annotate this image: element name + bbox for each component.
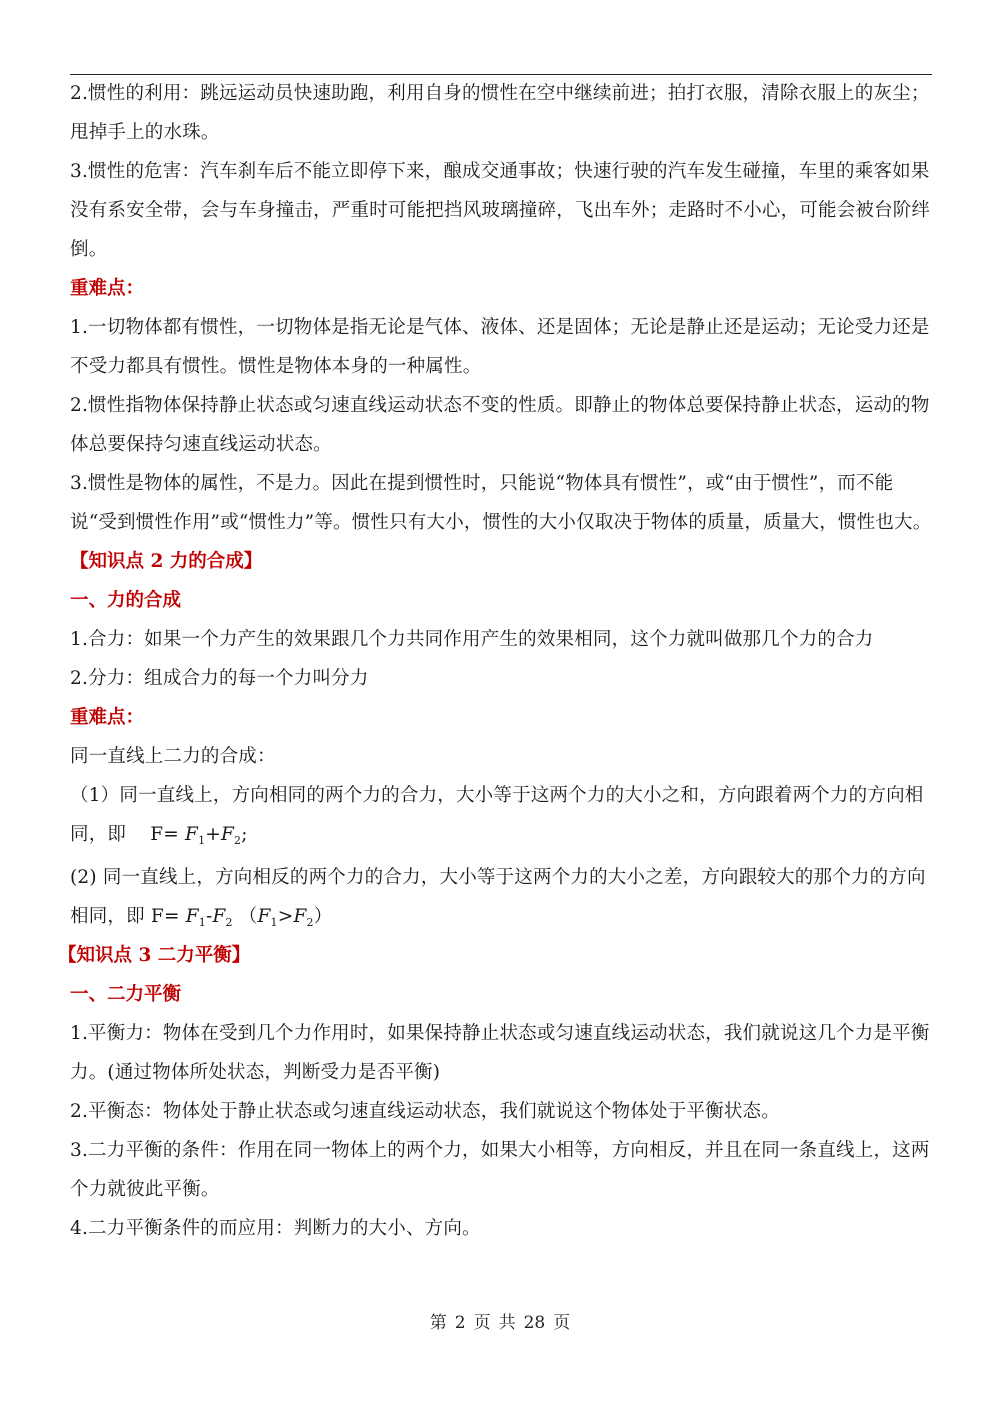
formula-sub1: 1 — [198, 834, 206, 847]
formula-sub1-2: 1 — [198, 916, 206, 929]
key-point-2: 2.惯性指物体保持静止状态或匀速直线运动状态不变的性质。即静止的物体总要保持静止状态，运动的物体总要保持匀速直线运动状态。 — [70, 395, 930, 455]
formula-minus: - — [206, 906, 213, 927]
page-footer — [0, 1308, 1000, 1333]
equilibrium-state-definition: 2.平衡态：物体处于静止状态或匀速直线运动状态，我们就说这个物体处于平衡状态。 — [70, 1101, 780, 1122]
balance-condition: 3.二力平衡的条件：作用在同一物体上的两个力，如果大小相等，方向相反，并且在同一条直线上，这两个力就彼此平衡。 — [70, 1140, 930, 1200]
knowledge-point-3-title: 【知识点 3 二力平衡】 — [58, 945, 251, 966]
formula-sub1-3: 1 — [270, 916, 278, 929]
formula-f2-2: F — [212, 906, 226, 927]
formula-close-paren: ） — [313, 906, 333, 927]
section-force-composition: 一、力的合成 — [70, 590, 182, 611]
footer-ye: 页 — [473, 1313, 491, 1333]
formula-f2: F — [221, 824, 235, 845]
formula-sub2: 2 — [234, 834, 242, 847]
formula-f-eq-2: F= — [150, 906, 180, 927]
formula-f-eq: F= — [150, 824, 179, 845]
formula-semicolon: ; — [241, 824, 248, 845]
formula-f2-3: F — [293, 906, 307, 927]
formula-f1-2: F — [185, 906, 199, 927]
balanced-forces-definition: 1.平衡力：物体在受到几个力作用时，如果保持静止状态或匀速直线运动状态，我们就说这几个力是平衡力。(通过物体所处状态，判断受力是否平衡) — [70, 1023, 930, 1083]
knowledge-point-2-title: 【知识点 2 力的合成】 — [70, 551, 263, 572]
opposite-direction-rule — [70, 858, 932, 936]
footer-total-pages: 28 — [523, 1313, 546, 1333]
component-force-definition: 2.分力：组成合力的每一个力叫分力 — [70, 668, 369, 689]
key-point-1: 1.一切物体都有惯性，一切物体是指无论是气体、液体、还是固体；无论是静止还是运动；无论受力还是不受力都具有惯性。惯性是物体本身的一种属性。 — [70, 317, 930, 377]
formula-open-paren: （ — [238, 906, 258, 927]
footer-di: 第 — [429, 1313, 447, 1333]
formula-plus: + — [205, 824, 221, 845]
formula-f1: F — [185, 824, 199, 845]
footer-page-number: 2 — [454, 1313, 466, 1333]
formula-f1-3: F — [257, 906, 271, 927]
balance-application: 4.二力平衡条件的而应用：判断力的大小、方向。 — [70, 1218, 481, 1239]
same-direction-formula — [150, 824, 247, 845]
same-line-composition: 同一直线上二力的合成： — [70, 746, 276, 767]
key-points-label: 重难点： — [70, 278, 145, 299]
same-direction-text: （1）同一直线上，方向相同的两个力的合力，大小等于这两个力的大小之和，方向跟着两个力的方向相同，即 — [70, 785, 924, 845]
footer-ye2: 页 — [553, 1313, 571, 1333]
same-direction-rule — [70, 776, 932, 854]
formula-gt: > — [277, 906, 294, 927]
page-content — [58, 74, 932, 1248]
resultant-force-definition: 1.合力：如果一个力产生的效果跟几个力共同作用产生的效果相同，这个力就叫做那几个力的合力 — [70, 629, 874, 650]
key-point-3: 3.惯性是物体的属性，不是力。因此在提到惯性时，只能说“物体具有惯性”，或“由于惯性”，而不能说“受到惯性作用”或“惯性力”等。惯性只有大小，惯性的大小仅取决于物体的质量，质量大，惯性也大。 — [70, 473, 932, 533]
formula-sub2-2: 2 — [225, 916, 233, 929]
paragraph-inertia-use: 2.惯性的利用：跳远运动员快速助跑，利用自身的惯性在空中继续前进；拍打衣服，清除衣服上的灰尘；甩掉手上的水珠。 — [70, 83, 930, 143]
opposite-direction-formula — [151, 906, 333, 927]
key-points-label-2: 重难点： — [70, 707, 145, 728]
paragraph-inertia-danger: 3.惯性的危害：汽车刹车后不能立即停下来，酿成交通事故；快速行驶的汽车发生碰撞，车里的乘客如果没有系安全带，会与车身撞击，严重时可能把挡风玻璃撞碎，飞出车外；走路时不小心，可能会被台阶绊倒。 — [70, 161, 931, 260]
formula-sub2-3: 2 — [306, 916, 314, 929]
section-two-force-balance: 一、二力平衡 — [70, 984, 182, 1005]
footer-gong: 共 — [498, 1313, 516, 1333]
opposite-direction-text: (2) 同一直线上，方向相反的两个力的合力，大小等于这两个力的大小之差，方向跟较大的那个力的方向相同，即 — [70, 867, 926, 927]
